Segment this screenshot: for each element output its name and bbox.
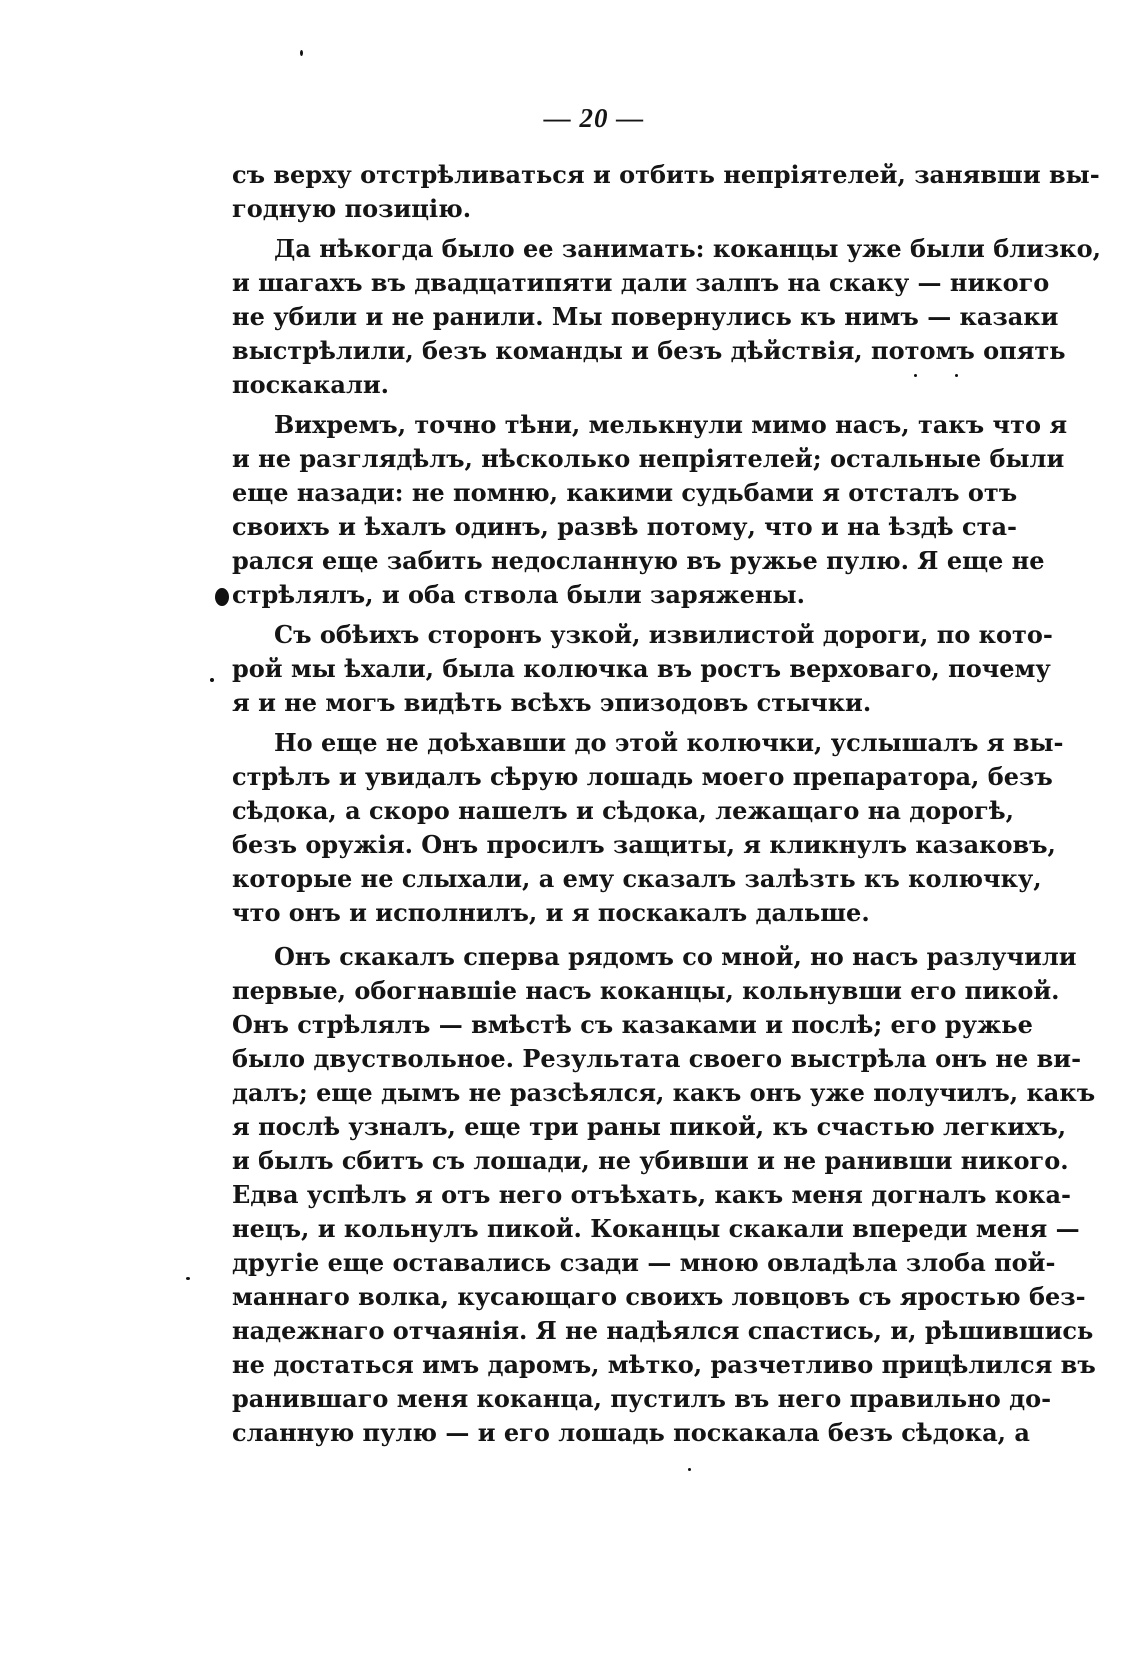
text-line: рался еще забить недосланную въ ружье пулю. Я еще не	[232, 546, 1045, 575]
text-line: выстрѣлили, безъ команды и безъ дѣйствія, потомъ опять	[232, 336, 1066, 365]
text-line: рой мы ѣхали, была колючка въ ростъ верховаго, почему	[232, 654, 1051, 683]
paragraph	[232, 726, 1064, 930]
scan-speck	[186, 1277, 190, 1280]
text-line: маннаго волка, кусающаго своихъ ловцовъ съ яростью без-	[232, 1282, 1086, 1311]
text-line: Вихремъ, точно тѣни, мелькнули мимо насъ, такъ что я	[274, 410, 1068, 439]
text-line: я послѣ узналъ, еще три раны пикой, къ счастью легкихъ,	[232, 1112, 1067, 1141]
paragraph	[232, 158, 1100, 226]
scan-speck	[688, 1468, 691, 1471]
text-line: ранившаго меня коканца, пустилъ въ него правильно до-	[232, 1384, 1052, 1413]
text-line: безъ оружія. Онъ просилъ защиты, я кликнулъ казаковъ,	[232, 830, 1056, 859]
text-line: первые, обогнавшіе насъ коканцы, кольнувши его пикой.	[232, 976, 1060, 1005]
scan-speck	[210, 678, 214, 682]
text-line: нецъ, и кольнулъ пикой. Коканцы скакали впереди меня —	[232, 1214, 1080, 1243]
text-line: и былъ сбитъ съ лошади, не убивши и не ранивши никого.	[232, 1146, 1069, 1175]
text-line: своихъ и ѣхалъ одинъ, развѣ потому, что и на ѣздѣ ста-	[232, 512, 1018, 541]
scan-speck	[914, 374, 917, 377]
scan-speck	[300, 50, 303, 56]
text-line: Онъ скакалъ сперва рядомъ со мной, но насъ разлучили	[274, 942, 1077, 971]
page-number: — 20 —	[543, 103, 645, 133]
scan-speck	[955, 374, 958, 377]
text-line: было двуствольное. Результата своего выстрѣла онъ не ви-	[232, 1044, 1082, 1073]
text-line: поскакали.	[232, 370, 390, 399]
text-line: другіе еще оставались сзади — мною овладѣла злоба пой-	[232, 1248, 1056, 1277]
text-line: и шагахъ въ двадцатипяти дали залпъ на скаку — никого	[232, 268, 1050, 297]
text-line: сѣдока, а скоро нашелъ и сѣдока, лежащаго на дорогѣ,	[232, 796, 1014, 825]
text-line: далъ; еще дымъ не разсѣялся, какъ онъ уже получилъ, какъ	[232, 1078, 1096, 1107]
paragraph	[232, 618, 1053, 720]
text-line: еще назади: не помню, какими судьбами я отсталъ отъ	[232, 478, 1018, 507]
text-line: Но еще не доѣхавши до этой колючки, услышалъ я вы-	[274, 728, 1064, 757]
text-line: Едва успѣлъ я отъ него отъѣхать, какъ меня догналъ кока-	[232, 1180, 1071, 1209]
text-line: съ верху отстрѣливаться и отбить непріятелей, занявши вы-	[232, 160, 1100, 189]
ink-blot	[215, 588, 229, 606]
text-line: я и не могъ видѣть всѣхъ эпизодовъ стычки.	[232, 688, 872, 717]
text-line: Съ обѣихъ сторонъ узкой, извилистой дороги, по кото-	[274, 620, 1053, 649]
text-line: стрѣлялъ, и оба ствола были заряжены.	[232, 580, 805, 609]
text-line: и не разглядѣлъ, нѣсколько непріятелей; остальные были	[232, 444, 1065, 473]
text-line: Да нѣкогда было ее занимать: коканцы уже были близко,	[274, 234, 1101, 263]
paragraph	[232, 232, 1101, 402]
paragraph	[232, 940, 1096, 1450]
text-line: сланную пулю — и его лошадь поскакала безъ сѣдока, а	[232, 1418, 1030, 1447]
paragraph	[232, 408, 1068, 612]
text-line: годную позицію.	[232, 194, 472, 223]
body-text	[232, 158, 1101, 1450]
text-line: надежнаго отчаянія. Я не надѣялся спастись, и, рѣшившись	[232, 1316, 1094, 1345]
text-line: что онъ и исполнилъ, и я поскакалъ дальше.	[232, 898, 870, 927]
text-line: Онъ стрѣлялъ — вмѣстѣ съ казаками и послѣ; его ружье	[232, 1010, 1033, 1039]
text-line: стрѣлъ и увидалъ сѣрую лошадь моего препаратора, безъ	[232, 762, 1053, 791]
text-line: не убили и не ранили. Мы повернулись къ нимъ — казаки	[232, 302, 1059, 331]
text-line: которые не слыхали, а ему сказалъ залѣзть къ колючку,	[232, 864, 1042, 893]
text-line: не достаться имъ даромъ, мѣтко, разчетливо прицѣлился въ	[232, 1350, 1096, 1379]
